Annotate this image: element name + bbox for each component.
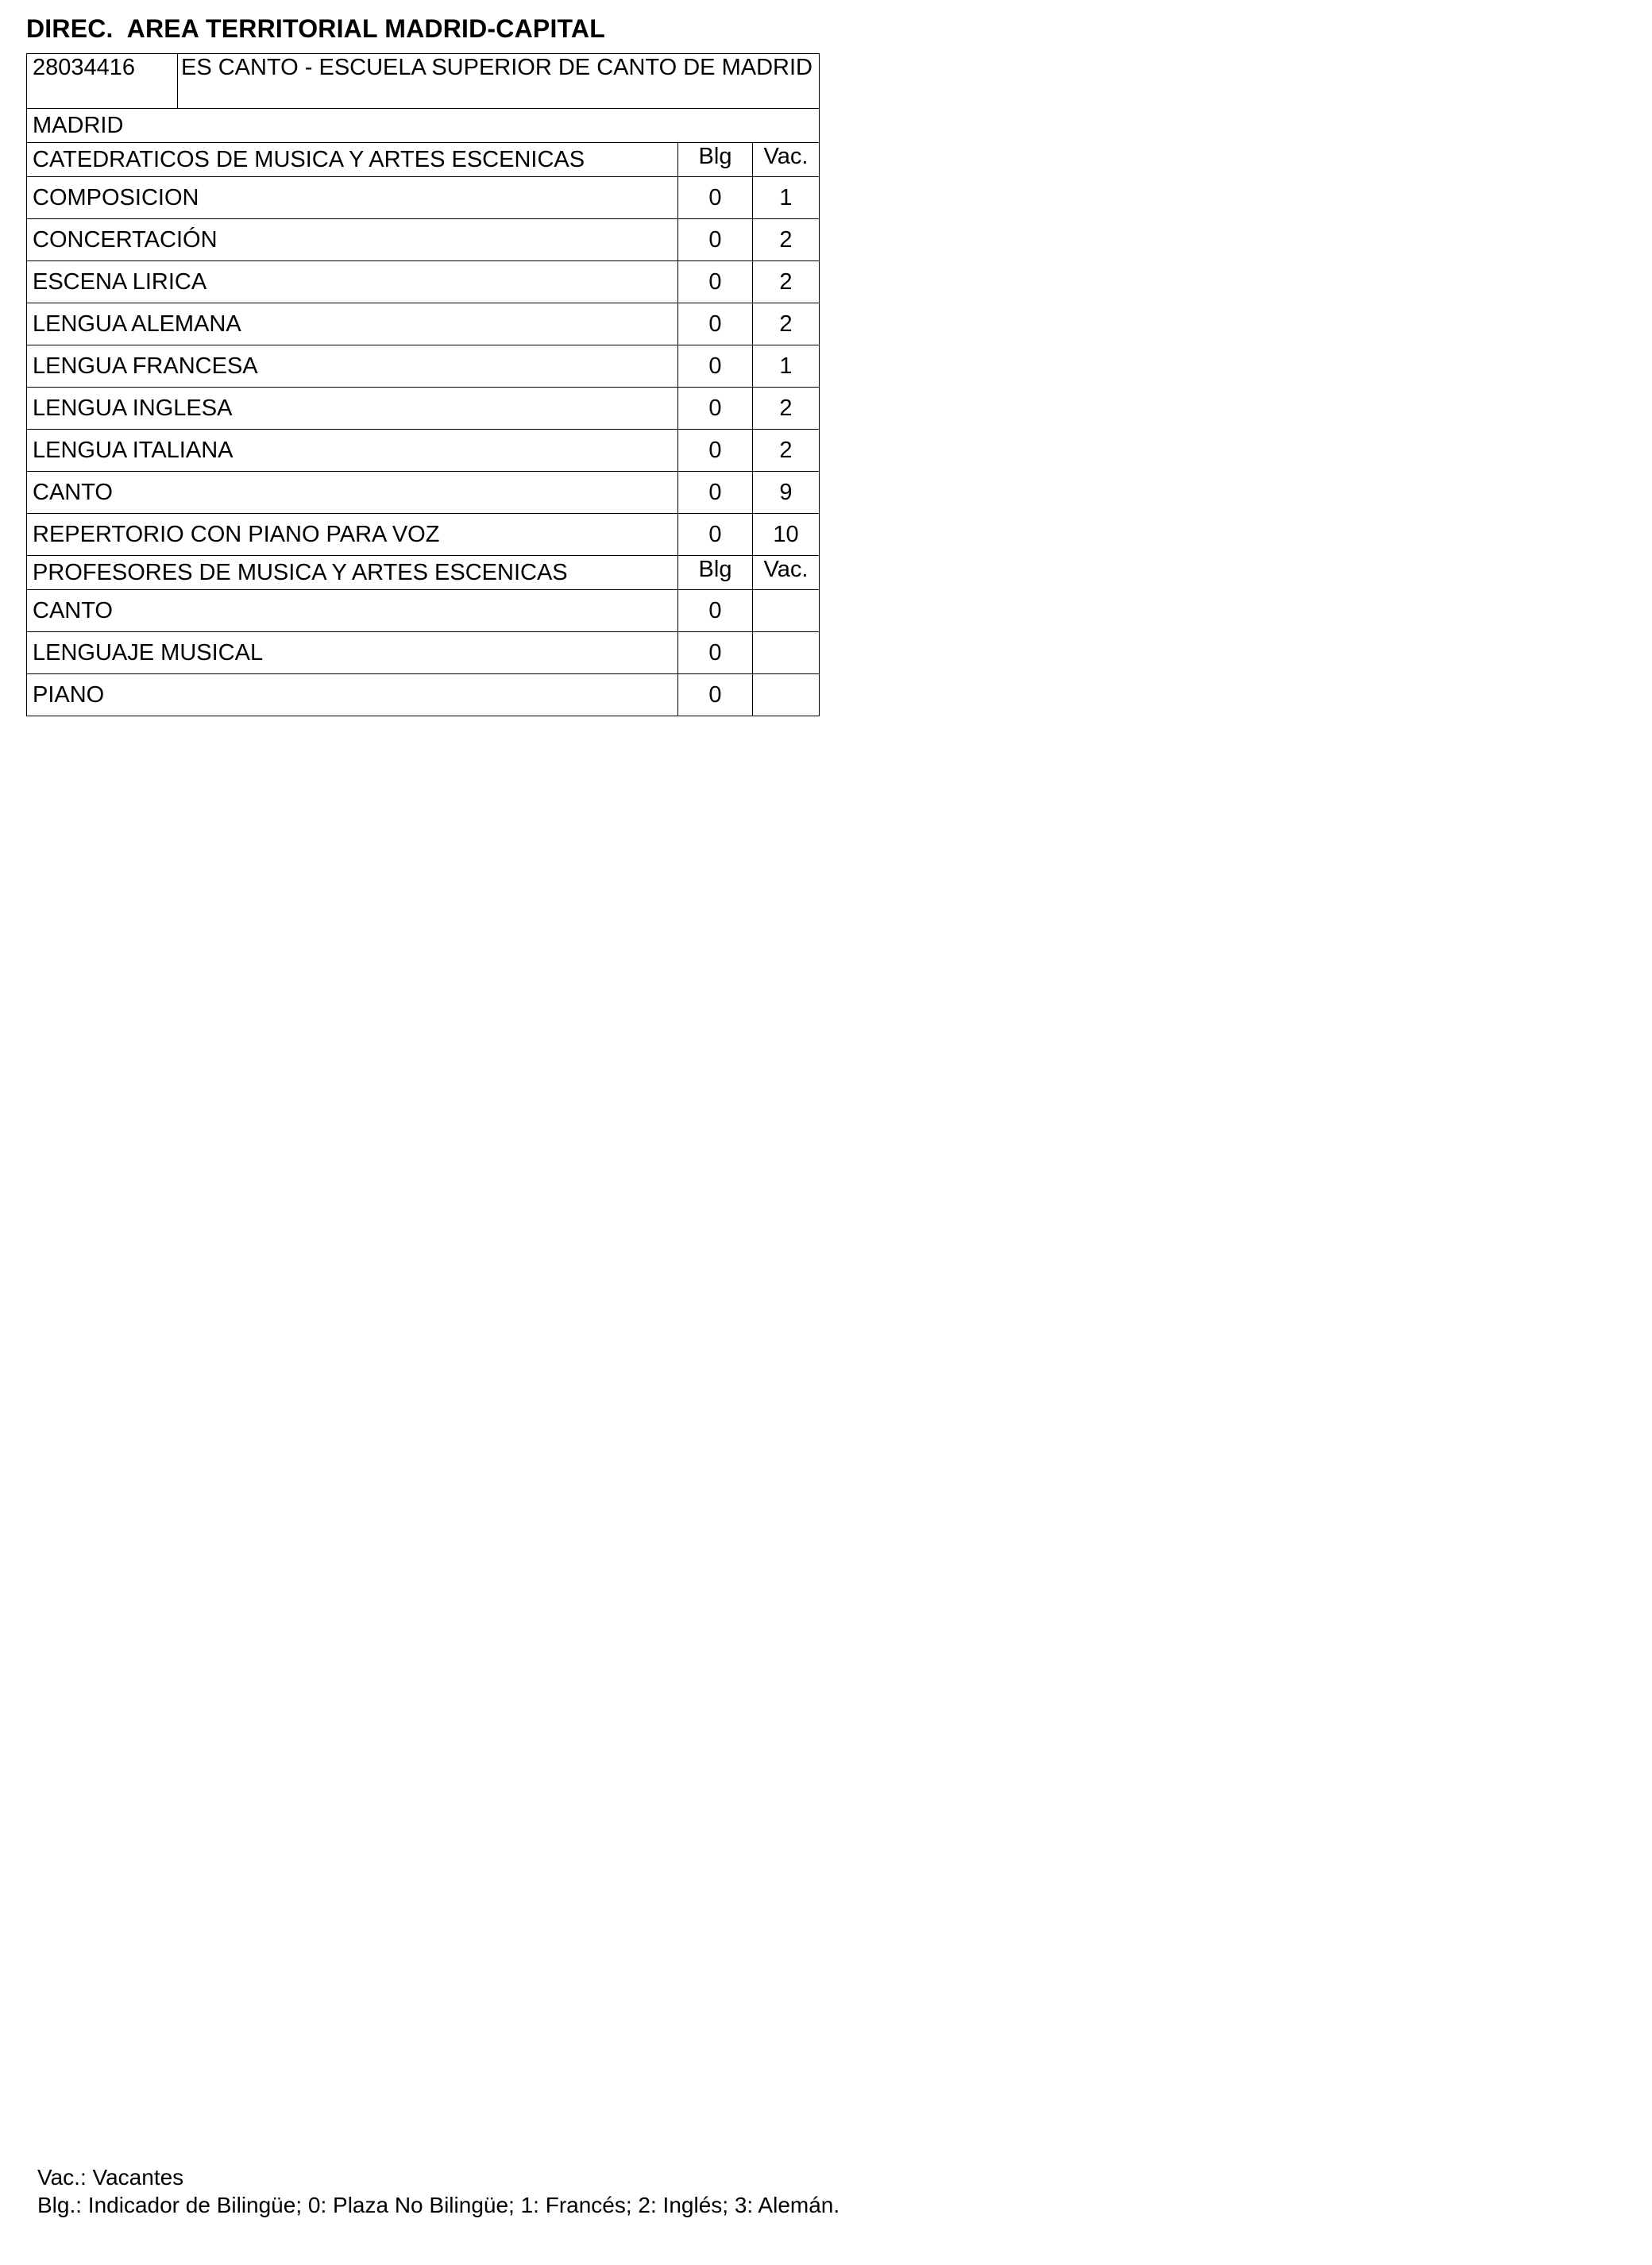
center-code: 28034416 bbox=[27, 54, 178, 109]
blg-cell: 0 bbox=[678, 472, 753, 514]
subject-cell: REPERTORIO CON PIANO PARA VOZ bbox=[27, 514, 678, 556]
blg-cell: 0 bbox=[678, 430, 753, 472]
vacancies-table bbox=[26, 53, 820, 716]
table-row bbox=[27, 590, 820, 632]
subject-cell: PIANO bbox=[27, 674, 678, 716]
blg-cell: 0 bbox=[678, 632, 753, 674]
center-row bbox=[27, 54, 820, 109]
table-row bbox=[27, 632, 820, 674]
table-row bbox=[27, 430, 820, 472]
group-header-row bbox=[27, 556, 820, 590]
blg-column-header: Blg bbox=[678, 143, 753, 177]
subject-cell: LENGUA ITALIANA bbox=[27, 430, 678, 472]
table-row bbox=[27, 303, 820, 345]
subject-cell: ESCENA LIRICA bbox=[27, 261, 678, 303]
vac-cell bbox=[753, 674, 820, 716]
subject-cell: CANTO bbox=[27, 590, 678, 632]
subject-cell: CONCERTACIÓN bbox=[27, 219, 678, 261]
group-name: PROFESORES DE MUSICA Y ARTES ESCENICAS bbox=[27, 556, 678, 590]
group-header-row bbox=[27, 143, 820, 177]
vac-cell bbox=[753, 590, 820, 632]
vac-column-header: Vac. bbox=[753, 143, 820, 177]
subject-cell: CANTO bbox=[27, 472, 678, 514]
table-row bbox=[27, 345, 820, 388]
blg-cell: 0 bbox=[678, 388, 753, 430]
vac-column-header: Vac. bbox=[753, 556, 820, 590]
vac-cell: 2 bbox=[753, 303, 820, 345]
blg-cell: 0 bbox=[678, 177, 753, 219]
vac-cell: 2 bbox=[753, 219, 820, 261]
vac-cell: 2 bbox=[753, 261, 820, 303]
vac-cell: 1 bbox=[753, 177, 820, 219]
vac-cell: 10 bbox=[753, 514, 820, 556]
table-row bbox=[27, 177, 820, 219]
table-row bbox=[27, 472, 820, 514]
blg-cell: 0 bbox=[678, 261, 753, 303]
group-name: CATEDRATICOS DE MUSICA Y ARTES ESCENICAS bbox=[27, 143, 678, 177]
vac-cell: 9 bbox=[753, 472, 820, 514]
table-row bbox=[27, 514, 820, 556]
locality-row bbox=[27, 109, 820, 143]
blg-cell: 0 bbox=[678, 674, 753, 716]
vac-cell: 2 bbox=[753, 430, 820, 472]
subject-cell: LENGUA ALEMANA bbox=[27, 303, 678, 345]
subject-cell: LENGUA INGLESA bbox=[27, 388, 678, 430]
vac-cell: 1 bbox=[753, 345, 820, 388]
footnote-blg: Blg.: Indicador de Bilingüe; 0: Plaza No Bilingüe; 1: Francés; 2: Inglés; 3: Alemán. bbox=[37, 2193, 840, 2217]
subject-cell: COMPOSICION bbox=[27, 177, 678, 219]
blg-cell: 0 bbox=[678, 345, 753, 388]
vac-cell bbox=[753, 632, 820, 674]
vac-cell: 2 bbox=[753, 388, 820, 430]
center-name: ES CANTO - ESCUELA SUPERIOR DE CANTO DE MADRID bbox=[178, 54, 820, 109]
subject-cell: LENGUAJE MUSICAL bbox=[27, 632, 678, 674]
page-title: DIREC. AREA TERRITORIAL MADRID-CAPITAL bbox=[26, 14, 605, 43]
blg-column-header: Blg bbox=[678, 556, 753, 590]
blg-cell: 0 bbox=[678, 303, 753, 345]
table-row bbox=[27, 261, 820, 303]
blg-cell: 0 bbox=[678, 514, 753, 556]
table-row bbox=[27, 388, 820, 430]
footnotes bbox=[37, 2163, 840, 2219]
blg-cell: 0 bbox=[678, 219, 753, 261]
blg-cell: 0 bbox=[678, 590, 753, 632]
center-locality: MADRID bbox=[27, 109, 820, 143]
table-row bbox=[27, 674, 820, 716]
footnote-vac: Vac.: Vacantes bbox=[37, 2165, 184, 2190]
table-row bbox=[27, 219, 820, 261]
subject-cell: LENGUA FRANCESA bbox=[27, 345, 678, 388]
